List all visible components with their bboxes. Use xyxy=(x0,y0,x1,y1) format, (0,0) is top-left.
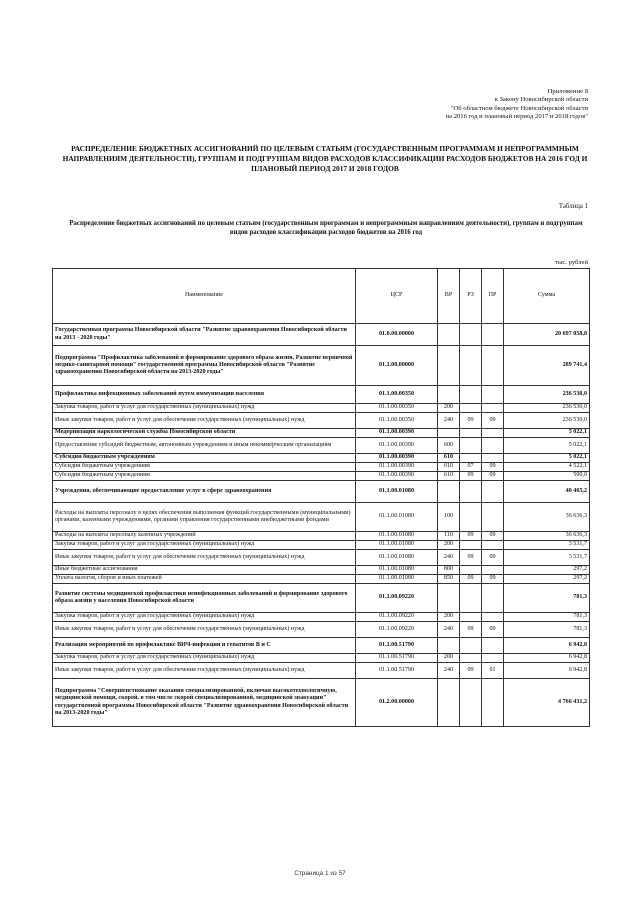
document-title: РАСПРЕДЕЛЕНИЕ БЮДЖЕТНЫХ АССИГНОВАНИЙ ПО ЦЕЛЕВЫМ СТАТЬЯМ (ГОСУДАРСТВЕННЫМ ПРОГРАММАМ И НЕПРОГРАММНЫМ НАПРАВЛЕНИЯМ ДЕЯТЕЛЬНОСТИ), ГРУППАМ И ПОДГРУППАМ ВИДОВ РАСХОДОВ КЛАССИФИКАЦИИ РАСХОДОВ БЮДЖЕТОВ НА 2016 ГОД И ПЛАНОВЫЙ ПЕРИОД 2017 И 2018 ГОДОВ xyxy=(62,144,588,173)
cell-name: Учреждения, обеспечивающие предоставление услуг в сфере здравоохранения xyxy=(53,481,356,503)
cell-name: Субсидии бюджетным учреждениям xyxy=(53,472,356,481)
appendix-line-2: к Закону Новосибирской области xyxy=(494,96,588,104)
cell-pr xyxy=(482,481,504,503)
cell-vr: 800 xyxy=(438,566,460,575)
cell-csr: 01.1.00.00390 xyxy=(356,472,438,481)
cell-rz: 07 xyxy=(460,463,482,472)
table-row xyxy=(53,638,590,654)
cell-csr: 01.1.00.09220 xyxy=(356,584,438,613)
cell-name: Модернизация наркологической службы Новосибирской области xyxy=(53,429,356,438)
cell-vr: 240 xyxy=(438,413,460,429)
cell-pr: 09 xyxy=(482,463,504,472)
cell-pr: 01 xyxy=(482,663,504,679)
cell-name: Субсидии бюджетным учреждениям xyxy=(53,463,356,472)
cell-sum: 4 766 431,2 xyxy=(504,679,590,727)
cell-pr xyxy=(482,429,504,438)
table-row xyxy=(53,413,590,429)
cell-sum: 5 022,1 xyxy=(504,438,590,454)
cell-csr: 01.1.00.01080 xyxy=(356,532,438,541)
cell-csr: 01.1.00.01080 xyxy=(356,481,438,503)
cell-rz: 09 xyxy=(460,575,482,584)
table-row xyxy=(53,454,590,463)
cell-rz: 09 xyxy=(460,663,482,679)
cell-rz xyxy=(460,404,482,413)
cell-vr: 200 xyxy=(438,613,460,622)
table-row xyxy=(53,386,590,404)
cell-pr xyxy=(482,324,504,346)
cell-name: Профилактика инфекционных заболеваний путем иммунизации населения xyxy=(53,386,356,404)
cell-rz xyxy=(460,679,482,727)
cell-name: Расходы на выплаты персоналу в целях обеспечения выполнения функций государственными (муниципальными) органами, казенными учреждениями, органами управления государственными внебюджетными фондами xyxy=(53,503,356,532)
cell-csr: 01.1.00.51790 xyxy=(356,638,438,654)
table-row xyxy=(53,584,590,613)
cell-pr: 09 xyxy=(482,532,504,541)
table-number: Таблица 1 xyxy=(558,203,588,210)
cell-pr: 09 xyxy=(482,575,504,584)
table-row xyxy=(53,481,590,503)
table-row xyxy=(53,346,590,386)
units-label: тыс. рублей xyxy=(555,259,588,266)
table-row xyxy=(53,532,590,541)
cell-vr: 850 xyxy=(438,575,460,584)
cell-vr xyxy=(438,584,460,613)
cell-csr: 01.1.00.01080 xyxy=(356,575,438,584)
cell-rz: 09 xyxy=(460,413,482,429)
cell-name: Развитие системы медицинской профилактики неинфекционных заболеваний и формирование здорового образа жизни у населения Новосибирской области xyxy=(53,584,356,613)
cell-vr xyxy=(438,481,460,503)
cell-rz xyxy=(460,541,482,550)
header-pr: ПР xyxy=(482,269,504,324)
cell-csr: 01.1.00.00390 xyxy=(356,429,438,438)
cell-pr xyxy=(482,503,504,532)
cell-sum: 6 942,8 xyxy=(504,663,590,679)
cell-csr: 01.1.00.00390 xyxy=(356,438,438,454)
cell-sum: 36 636,3 xyxy=(504,532,590,541)
cell-pr: 09 xyxy=(482,413,504,429)
cell-pr xyxy=(482,454,504,463)
cell-vr xyxy=(438,386,460,404)
table-row xyxy=(53,463,590,472)
header-vr: ВР xyxy=(438,269,460,324)
cell-pr xyxy=(482,638,504,654)
cell-vr: 610 xyxy=(438,463,460,472)
cell-pr xyxy=(482,679,504,727)
cell-rz xyxy=(460,638,482,654)
table-row xyxy=(53,566,590,575)
appendix-note xyxy=(258,88,588,122)
page-number: Страница 1 из 57 xyxy=(294,870,346,877)
cell-vr xyxy=(438,429,460,438)
cell-csr: 01.1.00.51790 xyxy=(356,663,438,679)
cell-rz xyxy=(460,346,482,386)
cell-csr: 01.1.00.01080 xyxy=(356,550,438,566)
cell-rz xyxy=(460,566,482,575)
cell-rz xyxy=(460,613,482,622)
cell-sum: 5 022,1 xyxy=(504,429,590,438)
cell-vr xyxy=(438,638,460,654)
cell-vr: 200 xyxy=(438,654,460,663)
cell-pr xyxy=(482,584,504,613)
table-row xyxy=(53,663,590,679)
cell-pr: 09 xyxy=(482,550,504,566)
table-row xyxy=(53,541,590,550)
table-row xyxy=(53,438,590,454)
cell-sum: 781,3 xyxy=(504,622,590,638)
cell-csr: 01.1.00.00390 xyxy=(356,454,438,463)
cell-sum: 4 522,1 xyxy=(504,463,590,472)
cell-pr xyxy=(482,438,504,454)
cell-vr: 240 xyxy=(438,622,460,638)
table-row xyxy=(53,324,590,346)
cell-name: Иные закупки товаров, работ и услуг для обеспечения государственных (муниципальных) нужд xyxy=(53,663,356,679)
cell-sum: 297,2 xyxy=(504,575,590,584)
table-header-row xyxy=(53,269,590,324)
cell-name: Подпрограмма "Профилактика заболеваний и формирование здорового образа жизни. Развитие первичной медико-санитарной помощи" государственной программы Новосибирской области "Развитие здравоохранения Новосибирской области на 2013-2020 годы" xyxy=(53,346,356,386)
cell-vr: 240 xyxy=(438,550,460,566)
header-name: Наименование xyxy=(53,269,356,324)
cell-csr: 01.0.00.00000 xyxy=(356,324,438,346)
cell-vr: 600 xyxy=(438,438,460,454)
appendix-line-3: "Об областном бюджете Новосибирской области xyxy=(450,104,588,112)
cell-name: Иные закупки товаров, работ и услуг для обеспечения государственных (муниципальных) нужд xyxy=(53,550,356,566)
cell-sum: 5 022,1 xyxy=(504,454,590,463)
cell-rz: 09 xyxy=(460,622,482,638)
cell-rz xyxy=(460,386,482,404)
cell-csr: 01.1.00.01080 xyxy=(356,541,438,550)
cell-name: Закупка товаров, работ и услуг для государственных (муниципальных) нужд xyxy=(53,404,356,413)
cell-csr: 01.1.00.01080 xyxy=(356,503,438,532)
cell-sum: 6 942,8 xyxy=(504,638,590,654)
cell-pr xyxy=(482,346,504,386)
cell-name: Иные закупки товаров, работ и услуг для обеспечения государственных (муниципальных) нужд xyxy=(53,622,356,638)
cell-rz: 09 xyxy=(460,532,482,541)
cell-csr: 01.1.00.00350 xyxy=(356,404,438,413)
cell-sum: 236 530,0 xyxy=(504,386,590,404)
table-row xyxy=(53,429,590,438)
appendix-line-1: Приложение 8 xyxy=(547,88,588,95)
cell-name: Государственная программа Новосибирской области "Развитие здравоохранения Новосибирской области на 2013 - 2020 годы" xyxy=(53,324,356,346)
cell-name: Реализация мероприятий по профилактике ВИЧ-инфекции и гепатитов В и С xyxy=(53,638,356,654)
cell-sum: 236 530,0 xyxy=(504,413,590,429)
cell-sum: 6 942,8 xyxy=(504,654,590,663)
table-row xyxy=(53,575,590,584)
cell-sum: 781,3 xyxy=(504,584,590,613)
cell-csr: 01.2.00.00000 xyxy=(356,679,438,727)
table-row xyxy=(53,679,590,727)
cell-rz xyxy=(460,454,482,463)
header-rz: РЗ xyxy=(460,269,482,324)
cell-name: Закупка товаров, работ и услуг для государственных (муниципальных) нужд xyxy=(53,613,356,622)
cell-vr xyxy=(438,679,460,727)
cell-sum: 3 531,7 xyxy=(504,550,590,566)
table-row xyxy=(53,613,590,622)
cell-pr xyxy=(482,386,504,404)
cell-name: Уплата налогов, сборов и иных платежей xyxy=(53,575,356,584)
cell-csr: 01.1.00.00350 xyxy=(356,413,438,429)
cell-vr: 200 xyxy=(438,541,460,550)
cell-rz: 09 xyxy=(460,550,482,566)
cell-vr: 610 xyxy=(438,454,460,463)
table-row xyxy=(53,654,590,663)
cell-sum: 297,2 xyxy=(504,566,590,575)
cell-csr: 01.1.00.00350 xyxy=(356,386,438,404)
cell-name: Закупка товаров, работ и услуг для государственных (муниципальных) нужд xyxy=(53,654,356,663)
cell-vr xyxy=(438,324,460,346)
cell-csr: 01.1.00.51790 xyxy=(356,654,438,663)
cell-rz xyxy=(460,481,482,503)
cell-name: Расходы на выплаты персоналу казенных учреждений xyxy=(53,532,356,541)
table-body xyxy=(53,324,590,727)
cell-sum: 289 741,4 xyxy=(504,346,590,386)
table-row xyxy=(53,503,590,532)
table-row xyxy=(53,550,590,566)
cell-name: Закупка товаров, работ и услуг для государственных (муниципальных) нужд xyxy=(53,541,356,550)
cell-sum: 781,3 xyxy=(504,613,590,622)
cell-csr: 01.1.00.01080 xyxy=(356,566,438,575)
cell-pr xyxy=(482,541,504,550)
cell-csr: 01.1.00.09220 xyxy=(356,622,438,638)
table-row xyxy=(53,622,590,638)
cell-vr: 110 xyxy=(438,532,460,541)
cell-vr: 240 xyxy=(438,663,460,679)
cell-rz xyxy=(460,429,482,438)
appendix-line-4: на 2016 год и плановый период 2017 и 2018 годов" xyxy=(445,113,588,121)
cell-sum: 40 465,2 xyxy=(504,481,590,503)
cell-sum: 20 697 058,8 xyxy=(504,324,590,346)
cell-pr xyxy=(482,404,504,413)
table-row xyxy=(53,404,590,413)
cell-pr xyxy=(482,613,504,622)
cell-sum: 500,0 xyxy=(504,472,590,481)
cell-rz xyxy=(460,503,482,532)
cell-pr xyxy=(482,566,504,575)
cell-rz xyxy=(460,584,482,613)
table-subtitle: Распределение бюджетных ассигнований по целевым статьям (государственным программам и непрограммным направлениям деятельности), группам и подгруппам видов расходов классификации расходов бюджетов на 2016 год xyxy=(69,220,583,236)
cell-name: Подпрограмма "Совершенствование оказания специализированной, включая высокотехнологичную, медицинской помощи, скорой, в том числе скорой специализированной, медицинской эвакуации" государственной программы Новосибирской области "Развитие здравоохранения Новосибирской области на 2013-2020 годы" xyxy=(53,679,356,727)
cell-name: Субсидии бюджетным учреждениям xyxy=(53,454,356,463)
cell-csr: 01.1.00.00000 xyxy=(356,346,438,386)
cell-vr xyxy=(438,346,460,386)
cell-vr: 100 xyxy=(438,503,460,532)
cell-csr: 01.1.00.09220 xyxy=(356,613,438,622)
cell-sum: 3 531,7 xyxy=(504,541,590,550)
cell-sum: 36 636,3 xyxy=(504,503,590,532)
cell-sum: 236 530,0 xyxy=(504,404,590,413)
cell-name: Иные бюджетные ассигнования xyxy=(53,566,356,575)
cell-name: Предоставление субсидий бюджетным, автономным учреждениям и иным некоммерческим организациям xyxy=(53,438,356,454)
budget-table xyxy=(52,268,590,727)
table-row xyxy=(53,472,590,481)
cell-rz xyxy=(460,324,482,346)
cell-rz xyxy=(460,438,482,454)
header-csr: ЦСР xyxy=(356,269,438,324)
cell-vr: 200 xyxy=(438,404,460,413)
cell-csr: 01.1.00.00390 xyxy=(356,463,438,472)
cell-pr: 09 xyxy=(482,622,504,638)
cell-vr: 610 xyxy=(438,472,460,481)
cell-name: Иные закупки товаров, работ и услуг для обеспечения государственных (муниципальных) нужд xyxy=(53,413,356,429)
cell-pr xyxy=(482,654,504,663)
header-sum: Сумма xyxy=(504,269,590,324)
cell-rz xyxy=(460,654,482,663)
cell-rz: 09 xyxy=(460,472,482,481)
cell-pr: 09 xyxy=(482,472,504,481)
